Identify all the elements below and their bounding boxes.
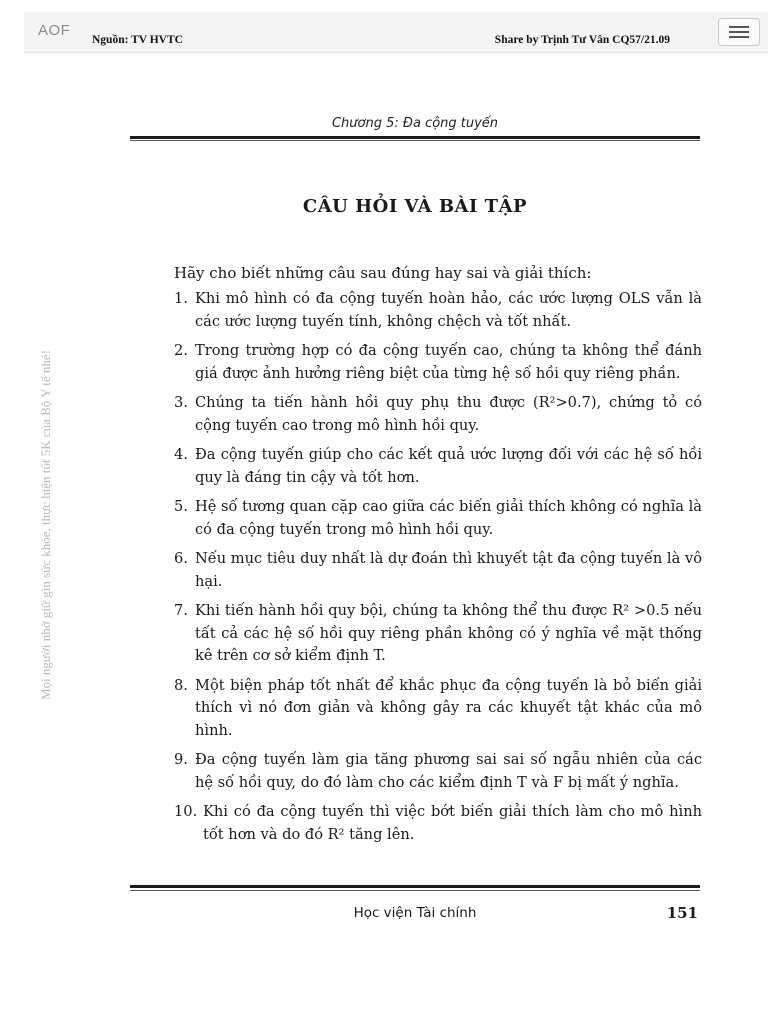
question-item — [174, 801, 702, 846]
question-text: Một biện pháp tốt nhất để khắc phục đa cộng tuyến là bỏ biến giải thích vì nó đơn giản và không gây ra các khuyết tật khác của mô hình. — [195, 676, 702, 739]
question-number: 1. — [174, 290, 188, 307]
question-number: 8. — [174, 676, 188, 694]
site-logo[interactable]: AOF — [38, 22, 71, 39]
question-item — [174, 548, 702, 593]
question-text: Khi có đa cộng tuyến thì việc bớt biến giải thích làm cho mô hình tốt hơn và do đó R² tăng lên. — [203, 803, 702, 843]
question-text: Đa cộng tuyến giúp cho các kết quả ước lượng đối với các hệ số hồi quy là đáng tin cậy và tốt hơn. — [195, 446, 702, 486]
question-text: Nếu mục tiêu duy nhất là dự đoán thì khuyết tật đa cộng tuyến là vô hại. — [195, 550, 702, 590]
side-watermark: Mọi người nhớ giữ gìn sức khỏe, thực hiện tốt 5K của Bộ Y tế nhé! — [38, 349, 53, 700]
question-item — [174, 749, 702, 794]
question-item — [174, 600, 702, 668]
footer-rule — [130, 885, 700, 888]
footer-rule-thin — [130, 890, 700, 891]
question-number: 3. — [174, 394, 188, 411]
question-item — [174, 340, 702, 385]
footer-text: Học viện Tài chính — [353, 905, 477, 921]
question-text: Chúng ta tiến hành hồi quy phụ thu được (R²>0.7), chứng tỏ có cộng tuyến cao trong mô hình hồi quy. — [195, 394, 702, 434]
page-number: 151 — [666, 904, 698, 922]
question-item — [174, 444, 702, 489]
question-item — [174, 288, 702, 333]
intro-text: Hãy cho biết những câu sau đúng hay sai và giải thích: — [174, 264, 592, 282]
header-rule-thin — [130, 140, 700, 141]
question-text: Trong trường hợp có đa cộng tuyến cao, chúng ta không thể đánh giá được ảnh hưởng riêng biệt của từng hệ số hồi quy riêng phần. — [195, 342, 702, 382]
question-list — [174, 288, 702, 853]
question-number: 6. — [174, 550, 188, 567]
question-number: 7. — [174, 602, 188, 619]
question-text: Đa cộng tuyến làm gia tăng phương sai sai số ngẫu nhiên của các hệ số hồi quy, do đó làm cho các kiểm định T và F bị mất ý nghĩa. — [195, 751, 702, 791]
question-number: 10. — [174, 803, 198, 820]
question-text: Hệ số tương quan cặp cao giữa các biến giải thích không có nghĩa là có đa cộng tuyến trong mô hình hồi quy. — [195, 498, 702, 538]
question-number: 4. — [174, 446, 188, 463]
question-item — [174, 496, 702, 541]
chapter-title: Chương 5: Đa cộng tuyến — [331, 116, 499, 131]
section-heading: CÂU HỎI VÀ BÀI TẬP — [302, 196, 528, 217]
question-text: Khi tiến hành hồi quy bội, chúng ta không thể thu được R² >0.5 nếu tất cả các hệ số hồi quy riêng phần không có ý nghĩa về mặt thống kê trên cơ sở kiểm định T. — [195, 602, 702, 664]
question-number: 5. — [174, 498, 188, 515]
question-item — [174, 675, 702, 743]
question-number: 9. — [174, 751, 188, 768]
share-label: Share by Trịnh Tư Vân CQ57/21.09 — [494, 34, 670, 46]
question-text: Khi mô hình có đa cộng tuyến hoàn hảo, các ước lượng OLS vẫn là các ước lượng tuyến tính, không chệch và tốt nhất. — [195, 290, 702, 330]
question-number: 2. — [174, 342, 188, 359]
question-item — [174, 392, 702, 437]
header-rule — [130, 136, 700, 139]
source-label: Nguồn: TV HVTC — [92, 34, 183, 46]
